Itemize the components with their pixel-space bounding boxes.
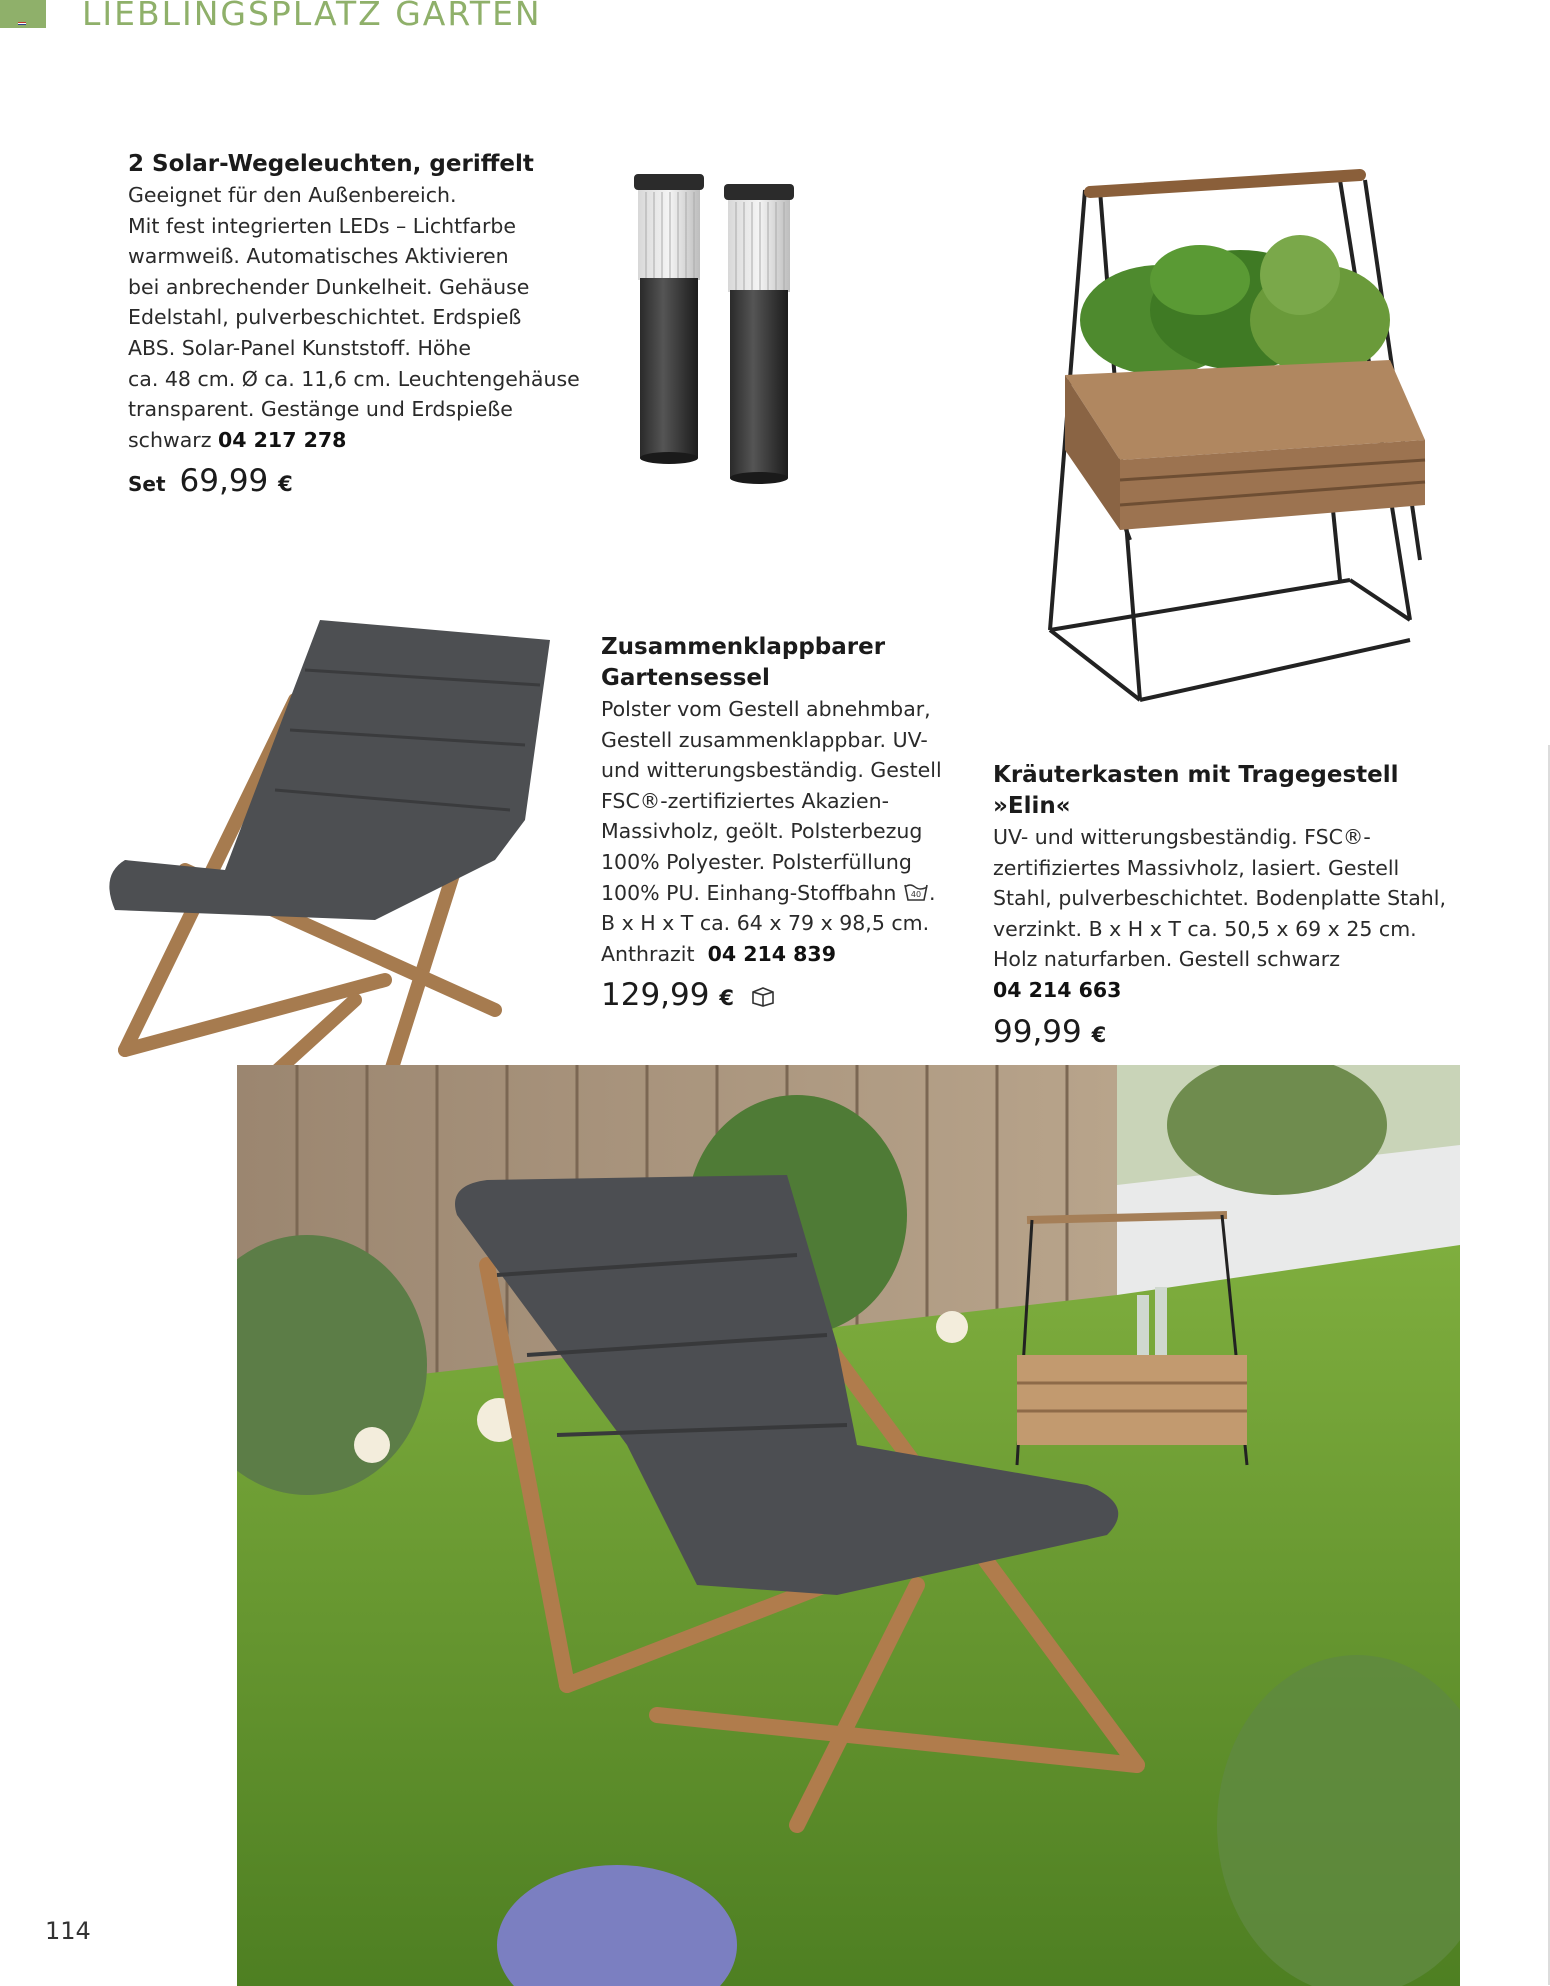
currency-symbol: € (278, 472, 293, 497)
description-line: Edelstahl, pulverbeschichtet. Erdspieß (128, 305, 522, 330)
product-title (601, 632, 981, 694)
washing-40-icon (903, 881, 929, 903)
page-header-title: LIEBLINGSPLATZ GARTEN (82, 0, 542, 33)
description-line: und witterungsbeständig. Gestell (601, 758, 942, 783)
garden-scene-illustration (237, 1065, 1460, 1986)
description-line: zertifiziertes Massivholz, lasiert. Gestell (993, 855, 1400, 880)
description-line: Stahl, pulverbeschichtet. Bodenplatte Stahl, (993, 886, 1446, 911)
description-line: Geeignet für den Außenbereich. (128, 183, 457, 207)
solar-light-right (724, 184, 794, 484)
garden-scene-photo (237, 1065, 1460, 1986)
description-line: Mit fest integrierten LEDs – Lichtfarbe (128, 213, 517, 238)
solar-light-left (634, 174, 704, 464)
garden-light-ball (936, 1311, 968, 1343)
description-line (993, 975, 1473, 1006)
price-value: 129,99 (601, 977, 710, 1014)
description-line: Polster vom Gestell abnehmbar, (601, 697, 931, 721)
garden-light-ball (354, 1427, 390, 1463)
description-line (128, 425, 588, 456)
product-title: Kräuterkasten mit Tragegestell »Elin« (993, 762, 1399, 819)
description-line (601, 939, 981, 970)
description-line: 100% Polyester. Polsterfüllung (601, 849, 912, 874)
header-color-mark (0, 0, 46, 28)
description-line: warmweiß. Automatisches Aktivieren (128, 244, 509, 269)
product-title: 2 Solar-Wegeleuchten, geriffelt (128, 151, 534, 177)
article-number: 04 214 663 (993, 977, 1122, 1002)
description-line: ABS. Solar-Panel Kunststoff. Höhe (128, 335, 472, 360)
svg-text:40: 40 (910, 889, 922, 899)
article-number: 04 214 839 (707, 941, 836, 966)
currency-symbol: € (1091, 1022, 1107, 1047)
currency-symbol: € (719, 986, 734, 1011)
price-value: 69,99 (179, 463, 269, 500)
product-title-line: Gartensessel (601, 665, 770, 691)
description-text: . (928, 880, 936, 905)
herb-box-image (1040, 160, 1440, 710)
solar-lights-image (620, 160, 810, 500)
description-line: FSC®-zertifiziertes Akazien- (601, 788, 890, 813)
product-herb-box (993, 760, 1473, 1050)
description-line: bei anbrechender Dunkelheit. Gehäuse (128, 274, 530, 299)
description-line: UV- und witterungsbeständig. FSC®- (993, 825, 1371, 849)
description-line: transparent. Gestänge und Erdspieße (128, 397, 513, 422)
wooden-handle (1090, 175, 1360, 192)
description-line: ca. 48 cm. Ø ca. 11,6 cm. Leuchtengehäuse (128, 366, 580, 391)
product-price (128, 463, 588, 499)
page-number: 114 (45, 1917, 91, 1945)
price-prefix: Set (128, 472, 166, 497)
product-description (128, 180, 588, 455)
product-description (601, 694, 981, 969)
parcel-icon (750, 985, 776, 1007)
product-solar-lights (128, 149, 588, 499)
description-text: 100% PU. Einhang-Stoffbahn (601, 880, 897, 905)
article-number: 04 217 278 (218, 427, 347, 452)
product-garden-chair (601, 632, 981, 1013)
description-line: Massivholz, geölt. Polsterbezug (601, 819, 923, 844)
description-text: schwarz (128, 427, 212, 452)
chair-cushion (109, 620, 550, 920)
description-line (601, 878, 981, 909)
description-line: verzinkt. B x H x T ca. 50,5 x 69 x 25 cm. (993, 916, 1417, 941)
product-price (993, 1014, 1473, 1050)
description-line: Gestell zusammenklappbar. UV- (601, 727, 928, 752)
product-price (601, 977, 981, 1013)
flag-icon (18, 22, 26, 25)
dimensions-line: B x H x T ca. 64 x 79 x 98,5 cm. (601, 911, 930, 936)
deck-chair-image (95, 620, 575, 1100)
color-label: Anthrazit (601, 941, 695, 966)
wooden-crate (1065, 360, 1425, 530)
price-value: 99,99 (993, 1013, 1082, 1050)
description-line: Holz naturfarben. Gestell schwarz (993, 947, 1340, 972)
product-title-line: Zusammenklappbarer (601, 634, 886, 660)
product-description (993, 822, 1473, 1006)
herb-plants (1080, 235, 1390, 375)
